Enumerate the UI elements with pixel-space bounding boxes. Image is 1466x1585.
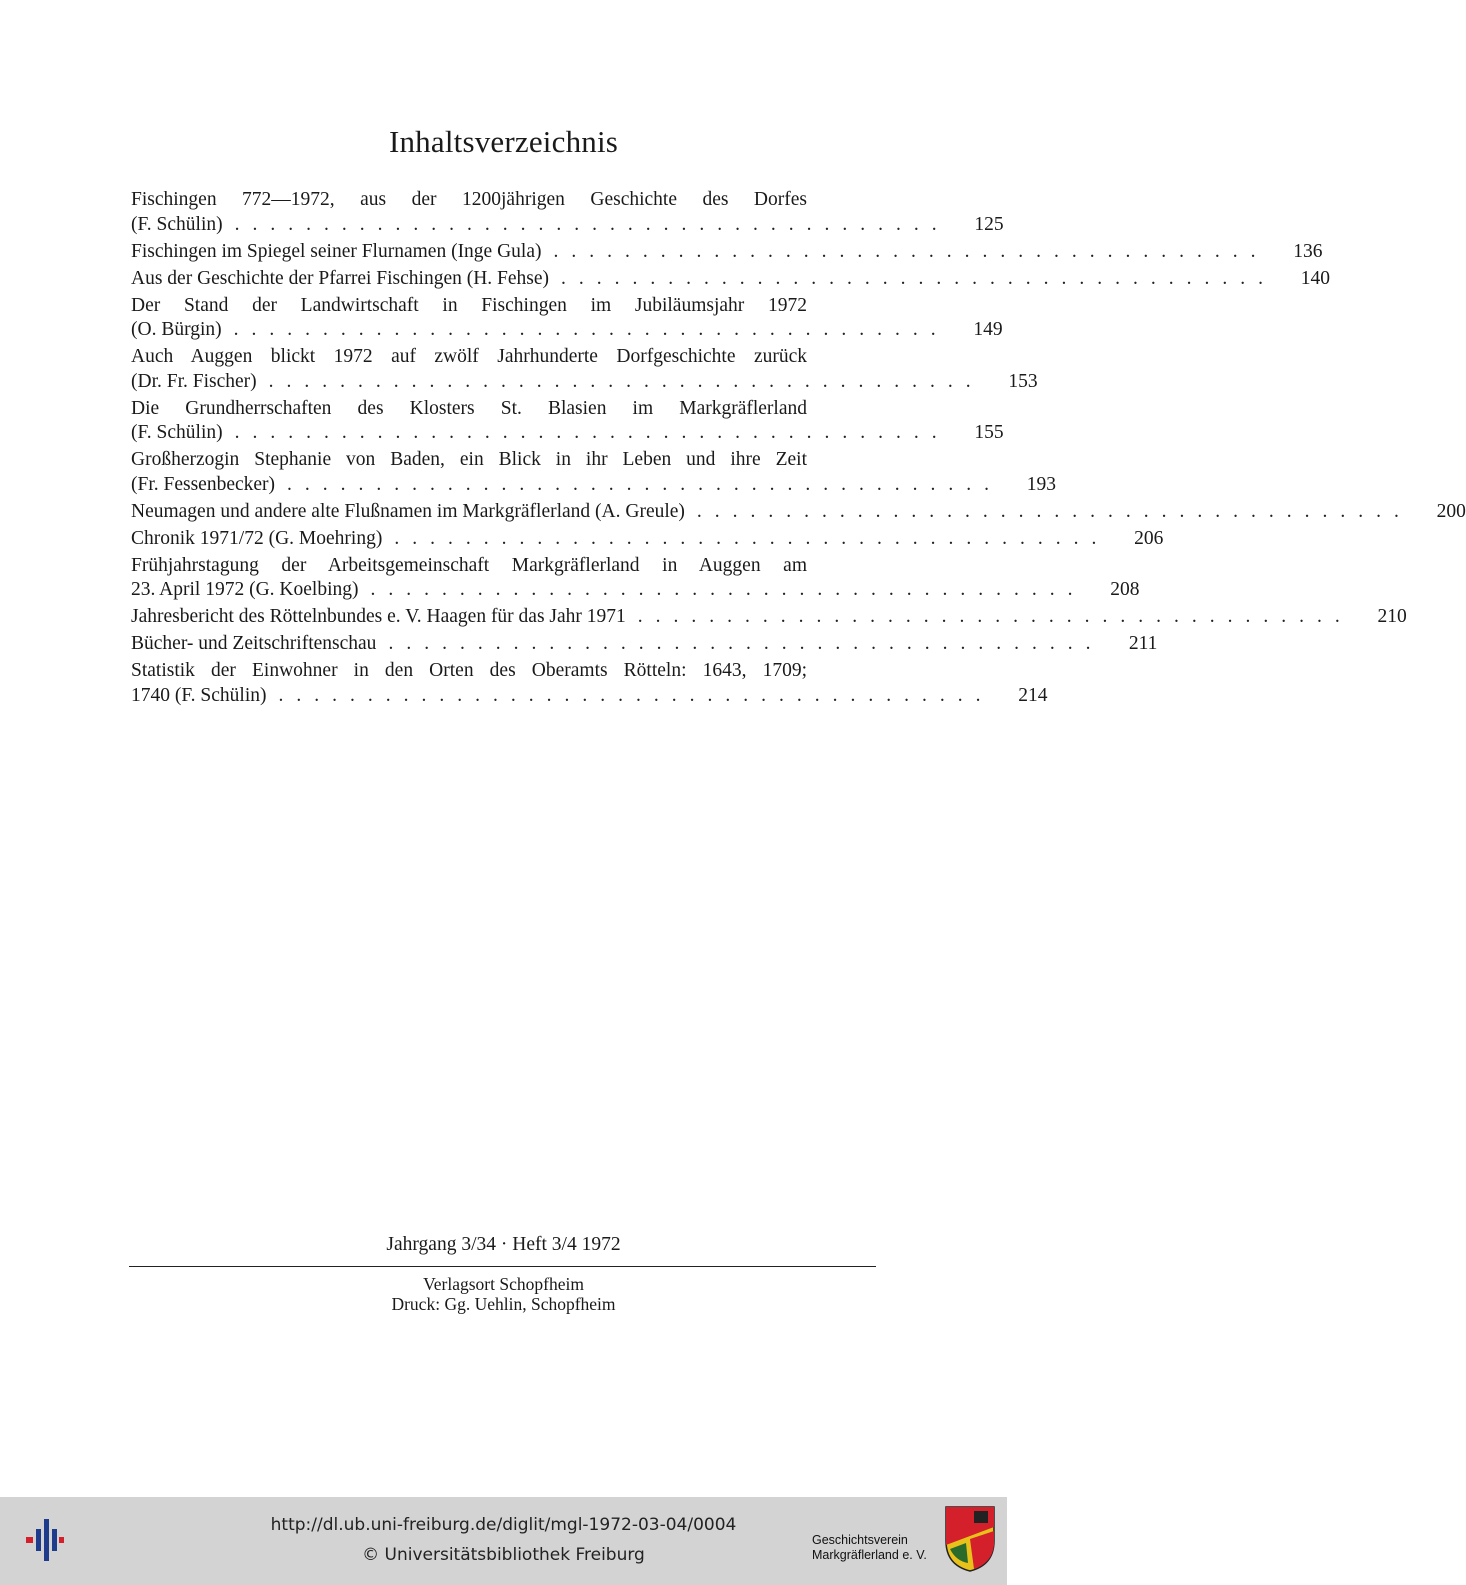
toc-entry-text: Fischingen 772—1972, aus der 1200jährigen Geschichte des Dorfes	[131, 189, 807, 210]
dot-leader: ........................................	[370, 579, 1086, 600]
imprint	[0, 1274, 1007, 1314]
toc-entry-text: Die Grundherrschaften des Klosters St. Blasien im Markgräflerland	[131, 397, 807, 419]
footer-bar	[0, 1497, 1007, 1585]
toc-entry-last-line	[131, 370, 1038, 395]
toc-page-number: 155	[974, 422, 1004, 443]
toc-entry	[131, 240, 1323, 265]
toc-entry-text: (F. Schülin)	[131, 213, 223, 235]
table-of-contents	[131, 188, 1466, 711]
toc-entry-text: (Dr. Fr. Fischer)	[131, 370, 257, 392]
footer-url-link[interactable]: http://dl.ub.uni-freiburg.de/diglit/mgl-1972-03-04/0004	[270, 1515, 737, 1535]
dot-leader: ........................................	[278, 684, 994, 706]
toc-entry-last-line	[131, 527, 1164, 552]
toc-entry-text: (F. Schülin)	[131, 422, 223, 443]
toc-entry-last-line	[131, 500, 1466, 525]
toc-entry-text: Großherzogin Stephanie von Baden, ein Blick in ihr Leben und ihre Zeit	[131, 449, 807, 470]
society-line-2: Markgräflerland e. V.	[812, 1548, 927, 1562]
toc-entry-last-line	[131, 213, 1004, 238]
society-name	[812, 1533, 942, 1563]
dot-leader: ........................................	[696, 500, 1412, 522]
toc-entry-text: (O. Bürgin)	[131, 319, 222, 340]
divider-rule	[129, 1266, 876, 1267]
toc-entry-text: Jahresbericht des Röttelnbundes e. V. Haagen für das Jahr 1971	[131, 606, 626, 627]
imprint-printer: Druck: Gg. Uehlin, Schopfheim	[391, 1294, 616, 1314]
page-title: Inhaltsverzeichnis	[388, 124, 619, 159]
toc-entry	[131, 294, 1003, 343]
dot-leader: ........................................	[234, 422, 950, 443]
toc-entry-text: Auch Auggen blickt 1972 auf zwölf Jahrhunderte Dorfgeschichte zurück	[131, 346, 807, 367]
toc-entry	[131, 500, 1466, 525]
toc-entry-last-line	[131, 318, 1003, 343]
toc-entry-text: Statistik der Einwohner in den Orten des Oberamts Rötteln: 1643, 1709;	[131, 660, 807, 681]
toc-page-number: 211	[1128, 633, 1158, 654]
toc-entry-text: Aus der Geschichte der Pfarrei Fischingen (H. Fehse)	[131, 267, 550, 289]
toc-entry	[131, 448, 1057, 497]
dot-leader: ........................................	[394, 527, 1110, 549]
dot-leader: ........................................	[268, 370, 984, 392]
toc-entry	[131, 527, 1164, 552]
toc-page-number: 210	[1377, 606, 1407, 627]
toc-entry-last-line	[131, 240, 1323, 265]
coat-of-arms-icon	[944, 1505, 996, 1573]
toc-entry-text: Neumagen und andere alte Flußnamen im Markgräflerland (A. Greule)	[131, 500, 685, 522]
toc-page-number: 200	[1436, 500, 1466, 522]
toc-entry-last-line	[131, 632, 1158, 657]
issue-line: Jahrgang 3/34 · Heft 3/4 1972	[386, 1234, 621, 1255]
dot-leader: ........................................	[553, 240, 1269, 262]
toc-entry	[131, 188, 1004, 237]
toc-entry-text: 23. April 1972 (G. Koelbing)	[131, 579, 359, 600]
toc-page-number: 208	[1110, 579, 1140, 600]
toc-entry-text: Der Stand der Landwirtschaft in Fischingen im Jubiläumsjahr 1972	[131, 294, 807, 316]
toc-entry	[131, 632, 1158, 657]
toc-entry-text: Bücher- und Zeitschriftenschau	[131, 633, 377, 654]
toc-page-number: 149	[973, 319, 1003, 340]
toc-entry-text: Fischingen im Spiegel seiner Flurnamen (Inge Gula)	[131, 240, 542, 262]
dot-leader: ........................................	[637, 606, 1353, 627]
toc-entry-last-line	[131, 605, 1407, 630]
toc-entry-text: 1740 (F. Schülin)	[131, 684, 267, 706]
dot-leader: ........................................	[561, 267, 1277, 289]
dot-leader: ........................................	[388, 633, 1104, 654]
dot-leader: ........................................	[233, 319, 949, 340]
toc-page-number: 125	[974, 213, 1004, 235]
toc-entry-last-line	[131, 473, 1057, 498]
footer-copyright: © Universitätsbibliothek Freiburg	[362, 1545, 645, 1565]
toc-entry	[131, 554, 1140, 603]
toc-entry-last-line	[131, 267, 1331, 292]
toc-entry-text: Chronik 1971/72 (G. Moehring)	[131, 527, 383, 549]
dot-leader: ........................................	[287, 473, 1003, 495]
toc-entry	[131, 605, 1407, 630]
toc-entry	[131, 397, 1004, 446]
toc-page-number: 153	[1008, 370, 1038, 392]
toc-entry-last-line	[131, 684, 1048, 709]
toc-entry-last-line	[131, 578, 1140, 603]
toc-page-number: 136	[1293, 240, 1323, 262]
toc-page-number: 206	[1134, 527, 1164, 549]
dot-leader: ........................................	[234, 213, 950, 235]
toc-entry-last-line	[131, 421, 1004, 446]
toc-entry-text: (Fr. Fessenbecker)	[131, 473, 276, 495]
toc-entry	[131, 345, 1038, 394]
toc-entry	[131, 659, 1048, 708]
society-line-1: Geschichtsverein	[812, 1533, 908, 1547]
toc-page-number: 140	[1300, 267, 1331, 289]
toc-page-number: 193	[1026, 473, 1057, 495]
toc-entry	[131, 267, 1331, 292]
toc-page-number: 214	[1018, 684, 1048, 706]
toc-entry-text: Frühjahrstagung der Arbeitsgemeinschaft Markgräflerland in Auggen am	[131, 554, 807, 576]
imprint-place: Verlagsort Schopfheim	[423, 1274, 584, 1294]
